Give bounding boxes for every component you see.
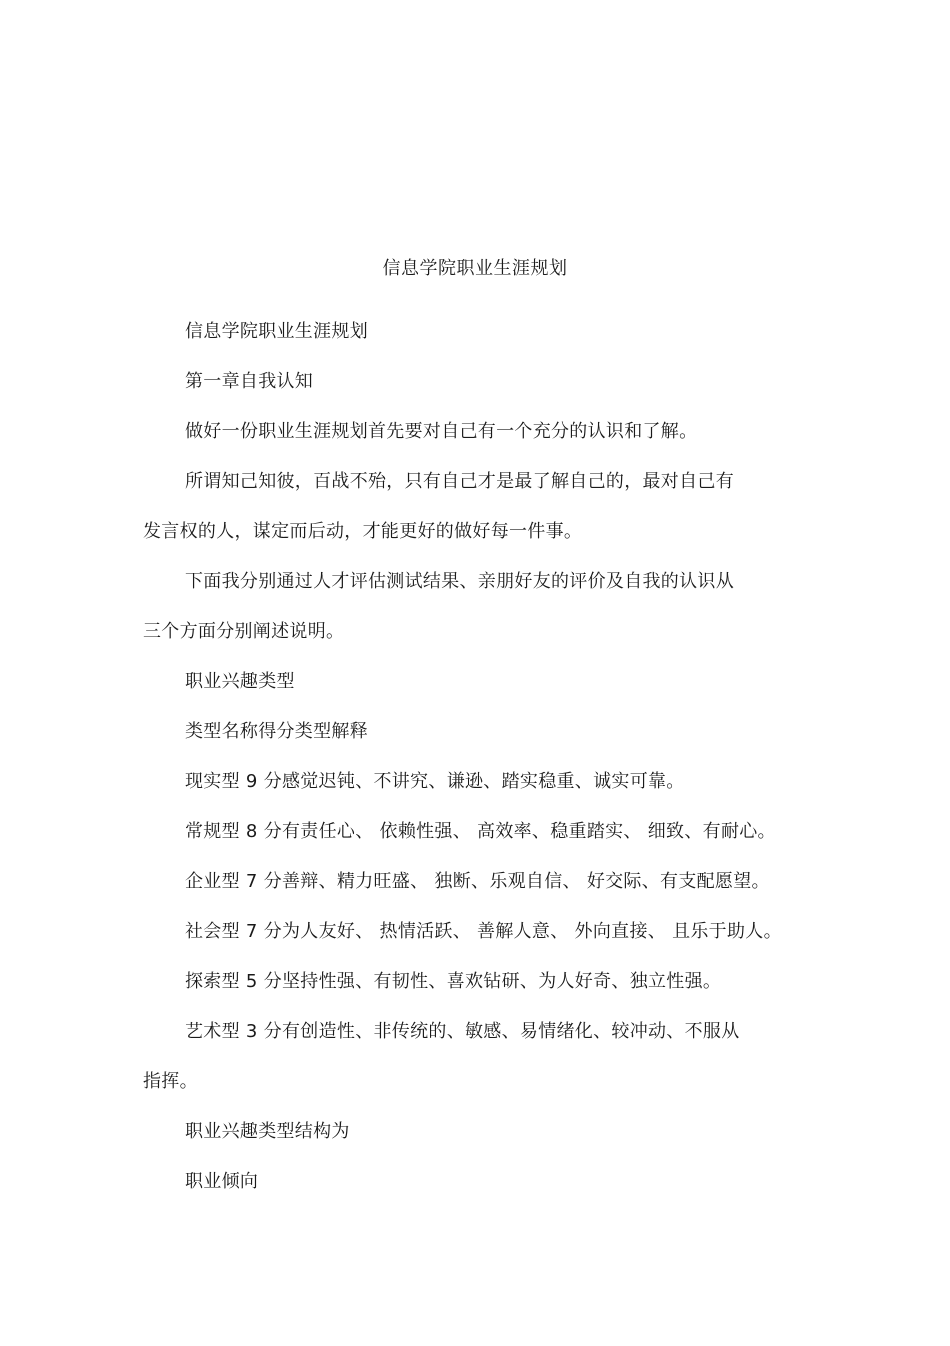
paragraph-line: 发言权的人，谋定而后动，才能更好的做好每一件事。 xyxy=(143,521,583,542)
paragraph-line: 做好一份职业生涯规划首先要对自己有一个充分的认识和了解。 xyxy=(185,421,698,442)
table-header-line: 类型名称得分类型解释 xyxy=(185,721,368,742)
interest-row: 艺术型 3 分有创造性、非传统的、敏感、易情绪化、较冲动、不服从 xyxy=(185,1021,740,1042)
paragraph-line: 三个方面分别阐述说明。 xyxy=(143,621,345,642)
interest-row: 常规型 8 分有责任心、 依赖性强、 高效率、稳重踏实、 细致、有耐心。 xyxy=(185,821,776,842)
document-title: 信息学院职业生涯规划 xyxy=(382,258,568,279)
chapter-heading: 第一章自我认知 xyxy=(185,371,314,392)
interest-row: 探索型 5 分坚持性强、有韧性、喜欢钻研、为人好奇、独立性强。 xyxy=(185,971,722,992)
paragraph-line: 所谓知己知彼，百战不殆，只有自己才是最了解自己的，最对自己有 xyxy=(185,471,734,492)
paragraph-line: 指挥。 xyxy=(143,1071,198,1092)
interest-row: 社会型 7 分为人友好、 热情活跃、 善解人意、 外向直接、 且乐于助人。 xyxy=(185,921,782,942)
interest-row: 现实型 9 分感觉迟钝、不讲究、谦逊、踏实稳重、诚实可靠。 xyxy=(185,771,685,792)
section-heading: 职业兴趣类型 xyxy=(185,671,295,692)
paragraph-line: 信息学院职业生涯规划 xyxy=(185,321,368,342)
paragraph-line: 职业兴趣类型结构为 xyxy=(185,1121,350,1142)
section-heading: 职业倾向 xyxy=(185,1171,259,1192)
paragraph-line: 下面我分别通过人才评估测试结果、亲朋好友的评价及自我的认识从 xyxy=(185,571,734,592)
interest-row: 企业型 7 分善辩、精力旺盛、 独断、乐观自信、 好交际、有支配愿望。 xyxy=(185,871,770,892)
